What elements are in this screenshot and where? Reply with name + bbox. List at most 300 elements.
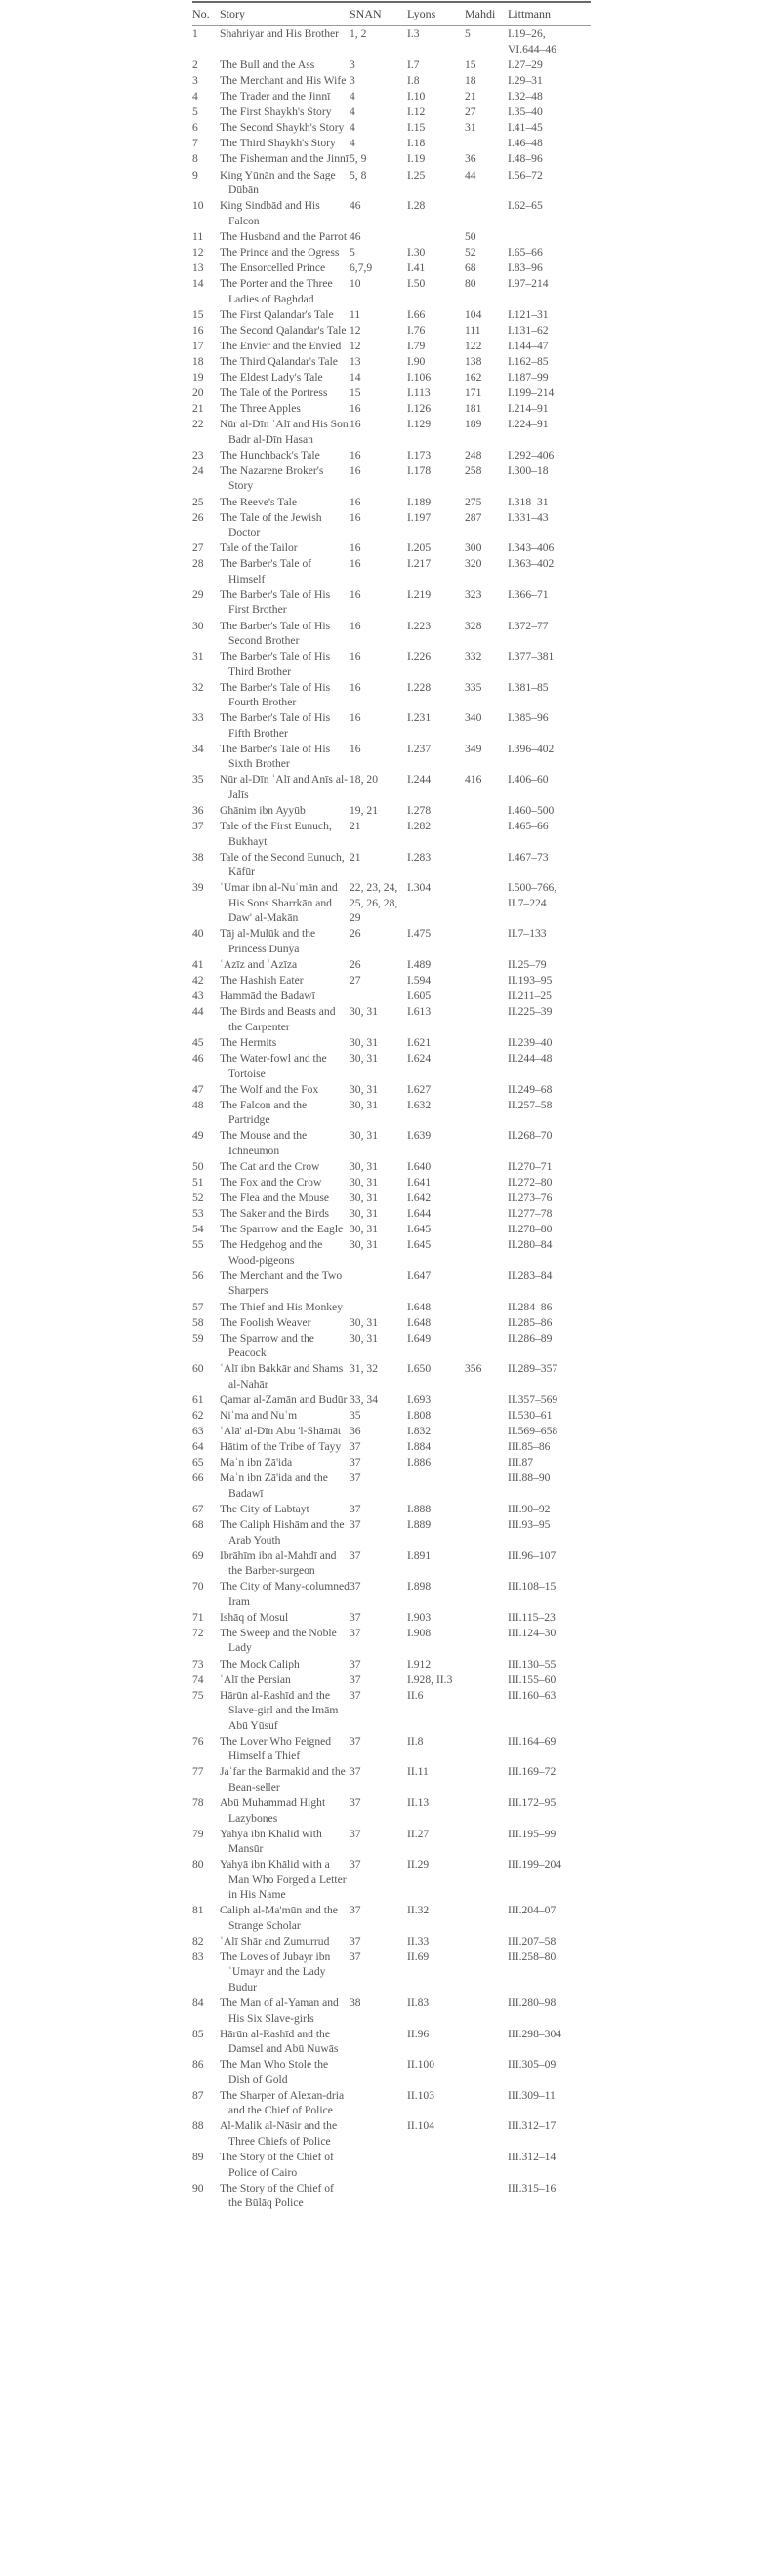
mahdi-ref [465,1206,508,1222]
story-concordance-table [192,3,591,2211]
mahdi-ref: 31 [465,121,476,135]
story-title-text: Yahyā ibn Khālid with Mansūr [220,1827,322,1856]
littmann-ref-line: I.97–214 [508,277,549,291]
table-row [192,89,591,104]
story-title [220,1222,350,1237]
story-title-text: The Loves of Jubayr ibn ʿUmayr and the Lady Budur [220,1950,331,1993]
lyons-ref: I.808 [407,1409,432,1423]
story-title [220,104,350,120]
littmann-ref-line: III.195–99 [508,1827,556,1840]
littmann-ref [508,742,591,773]
story-title [220,957,350,973]
littmann-ref-line: I.381–85 [508,680,549,694]
lyons-ref: I.19 [407,152,426,166]
lyons-ref: I.30 [407,245,426,259]
row-number: 9 [192,168,198,181]
littmann-ref-line: I.366–71 [508,587,549,601]
mahdi-ref: 15 [465,58,476,71]
littmann-ref [508,417,591,448]
table-row [192,1517,591,1549]
lyons-ref: I.613 [407,1005,432,1019]
mahdi-ref: 68 [465,261,476,274]
table-row [192,339,591,354]
mahdi-ref: 27 [465,105,476,119]
littmann-ref [508,1330,591,1361]
littmann-ref [508,618,591,649]
mahdi-ref [465,1656,508,1671]
story-title [220,2026,350,2057]
littmann-ref-line: I.300–18 [508,463,549,477]
story-title [220,151,350,167]
story-title [220,26,350,58]
story-title [220,772,350,803]
littmann-ref-line: III.96–107 [508,1549,556,1562]
mahdi-ref [465,1314,508,1330]
littmann-ref [508,1408,591,1424]
story-title-text: Caliph al-Ma'mūn and the Strange Scholar [220,1904,338,1932]
table-row [192,1237,591,1268]
snan-ref: 3 [350,58,355,71]
table-row [192,1934,591,1950]
snan-ref [350,2026,407,2057]
littmann-ref-line: II.272–80 [508,1175,553,1188]
littmann-ref-line: III.115–23 [508,1610,556,1624]
littmann-ref-line: II.25–79 [508,958,547,972]
mahdi-ref [465,988,508,1004]
table-row [192,2150,591,2181]
snan-ref: 21 [350,820,361,833]
story-title [220,1361,350,1392]
story-title-text: Nūr al-Dīn ʿAlī and His Son Badr al-Dīn Hasan [220,418,349,446]
snan-ref: 37 [350,1471,361,1485]
snan-ref: 37 [350,1734,361,1748]
story-title [220,261,350,276]
story-title [220,803,350,819]
row-number: 84 [192,1996,204,2010]
lyons-ref: I.113 [407,386,431,400]
story-title-text: ʿUmar ibn al-Nuʿmān and His Sons Sharrkān and Daw' al-Makān [220,881,338,925]
littmann-ref [508,587,591,619]
snan-ref: 37 [350,1502,361,1515]
story-title [220,1857,350,1903]
table-row [192,104,591,120]
snan-ref: 30, 31 [350,1052,378,1066]
littmann-ref-line: I.65–66 [508,245,543,259]
header-lyons: Lyons [407,3,465,26]
littmann-ref-line: I.224–91 [508,418,549,431]
row-number: 13 [192,261,204,274]
lyons-ref: I.278 [407,804,432,818]
table-row [192,1035,591,1051]
row-number: 42 [192,974,204,987]
story-title-text: The Fox and the Crow [220,1175,322,1188]
littmann-ref-line: I.363–402 [508,557,555,571]
table-row [192,1826,591,1857]
story-title-text: The Trader and the Jinnī [220,90,331,103]
row-number: 55 [192,1238,204,1252]
mahdi-ref: 248 [465,448,482,462]
snan-ref: 37 [350,1688,361,1702]
mahdi-ref [465,1222,508,1237]
lyons-ref: I.898 [407,1580,432,1593]
littmann-ref-line: III.85–86 [508,1440,551,1454]
story-title [220,1206,350,1222]
story-title-text: King Yūnān and the Sage Dūbān [220,168,336,197]
table-row [192,819,591,850]
story-title-text: The Story of the Chief of Police of Cairo [220,2151,334,2179]
lyons-ref: I.475 [407,927,432,941]
row-number: 23 [192,448,204,462]
littmann-ref [508,2057,591,2088]
story-title [220,1795,350,1827]
littmann-ref-line: III.207–58 [508,1934,556,1948]
lyons-ref: I.226 [407,650,432,664]
table-row [192,354,591,370]
lyons-ref: I.7 [407,58,420,71]
table-row [192,649,591,680]
littmann-ref-line: III.298–304 [508,2027,562,2040]
row-number: 33 [192,711,204,725]
lyons-ref: I.594 [407,974,432,987]
littmann-ref [508,1128,591,1159]
table-row [192,1004,591,1035]
littmann-ref [508,1610,591,1626]
lyons-ref: I.693 [407,1392,432,1406]
lyons-ref: I.649 [407,1331,432,1345]
story-title [220,1626,350,1657]
littmann-ref-line: III.164–69 [508,1734,556,1748]
snan-ref: 37 [350,1580,361,1593]
story-title [220,556,350,587]
littmann-ref [508,1671,591,1687]
header-no: No. [192,3,220,26]
row-number: 75 [192,1688,204,1702]
table-header-row [192,3,591,26]
littmann-ref [508,58,591,73]
snan-ref: 37 [350,1657,361,1670]
table-row [192,849,591,880]
littmann-ref-line: I.465–66 [508,820,549,833]
littmann-ref-line: I.48–96 [508,152,543,166]
littmann-ref-line: III.93–95 [508,1518,551,1532]
snan-ref: 6,7,9 [350,261,373,274]
snan-ref [350,2180,407,2211]
row-number: 32 [192,680,204,694]
snan-ref: 37 [350,1518,361,1532]
row-number: 15 [192,307,204,321]
story-title-text: The Foolish Weaver [220,1315,311,1329]
snan-ref: 36 [350,1425,361,1438]
littmann-ref-line: II.277–78 [508,1207,553,1221]
story-title-text: Hārūn al-Rashīd and the Damsel and Abū Nuwās [220,2027,339,2056]
table-row [192,417,591,448]
row-number: 57 [192,1300,204,1313]
snan-ref: 27 [350,974,361,987]
mahdi-ref: 356 [465,1362,482,1376]
story-title-text: The Water-fowl and the Tortoise [220,1052,327,1080]
snan-ref: 19, 21 [350,804,378,818]
snan-ref: 16 [350,402,361,416]
littmann-ref [508,541,591,556]
story-title [220,679,350,710]
lyons-ref: I.648 [407,1300,432,1313]
littmann-ref [508,401,591,417]
story-title-text: The Wolf and the Fox [220,1082,319,1096]
story-title [220,354,350,370]
story-title-text: The Story of the Chief of the Būlāq Police [220,2181,334,2210]
littmann-ref [508,679,591,710]
table-row [192,151,591,167]
snan-ref: 15 [350,386,361,400]
lyons-ref: I.832 [407,1425,432,1438]
row-number: 40 [192,927,204,941]
lyons-ref: II.13 [407,1796,430,1810]
snan-ref: 37 [350,1765,361,1779]
littmann-ref-line: III.155–60 [508,1672,556,1686]
littmann-ref [508,463,591,495]
row-number: 21 [192,402,204,416]
littmann-ref-line: II.225–39 [508,1005,553,1019]
table-row [192,1795,591,1827]
story-title-text: Al-Malik al-Nāsir and the Three Chiefs of Police [220,2119,338,2148]
story-title-text: ʿAlī the Persian [220,1672,291,1686]
mahdi-ref [465,1903,508,1934]
story-title [220,1548,350,1579]
row-number: 68 [192,1518,204,1532]
story-title [220,710,350,742]
snan-ref: 37 [350,1904,361,1917]
littmann-ref-line: I.199–214 [508,386,555,400]
story-title-text: The Barber's Tale of His Second Brother [220,619,331,648]
row-number: 79 [192,1827,204,1840]
littmann-ref-line: I.144–47 [508,339,549,352]
littmann-ref-line: III.312–14 [508,2151,556,2164]
table-row [192,1548,591,1579]
story-title-text: Hātim of the Tribe of Tayy [220,1440,342,1454]
littmann-ref-line: I.467–73 [508,850,549,864]
table-row [192,1222,591,1237]
littmann-ref [508,494,591,509]
littmann-ref-line: VI.644–46 [508,42,556,56]
mahdi-ref: 104 [465,307,482,321]
table-row [192,1081,591,1097]
snan-ref: 30, 31 [350,1035,378,1049]
table-row [192,1903,591,1934]
lyons-ref: II.32 [407,1904,430,1917]
story-title [220,1175,350,1190]
littmann-ref [508,1826,591,1857]
littmann-ref [508,1579,591,1610]
story-title-text: Shahriyar and His Brother [220,27,340,41]
story-title [220,1502,350,1517]
row-number: 59 [192,1331,204,1345]
lyons-ref: II.29 [407,1858,430,1872]
story-title-text: The Merchant and the Two Sharpers [220,1268,343,1298]
lyons-ref [407,228,465,244]
snan-ref: 37 [350,1950,361,1963]
mahdi-ref [465,957,508,973]
header-littmann: Littmann [508,3,591,26]
story-title-text: Jaʿfar the Barmakid and the Bean-seller [220,1765,346,1793]
snan-ref: 14 [350,370,361,383]
story-title-text: Hārūn al-Rashīd and the Slave-girl and the Imām Abū Yūsuf [220,1688,339,1732]
lyons-ref: I.219 [407,587,432,601]
table-row [192,880,591,926]
story-title-text: The Barber's Tale of His Third Brother [220,650,331,678]
table-row [192,1190,591,1206]
lyons-ref: II.11 [407,1765,429,1779]
lyons-ref: I.18 [407,137,426,150]
table-row [192,1950,591,1995]
mahdi-ref: 181 [465,402,482,416]
row-number: 19 [192,370,204,383]
lyons-ref: II.69 [407,1950,430,1963]
mahdi-ref [465,1995,508,2027]
snan-ref: 16 [350,463,361,477]
lyons-ref: I.642 [407,1191,432,1205]
story-title-text: The Hashish Eater [220,974,304,987]
table-row [192,276,591,307]
littmann-ref [508,1159,591,1175]
table-row [192,167,591,198]
lyons-ref: I.304 [407,881,432,895]
story-title [220,2118,350,2150]
littmann-ref-line: I.29–31 [508,73,543,87]
story-title [220,1903,350,1934]
story-title-text: The Thief and His Monkey [220,1300,344,1313]
littmann-ref [508,1190,591,1206]
story-title [220,880,350,926]
snan-ref: 30, 31 [350,1191,378,1205]
mahdi-ref [465,1950,508,1995]
story-title-text: The Third Shaykh's Story [220,137,336,150]
row-number: 54 [192,1223,204,1236]
mahdi-ref [465,1175,508,1190]
mahdi-ref: 328 [465,619,482,632]
table-row [192,494,591,509]
story-title [220,1455,350,1470]
littmann-ref [508,1424,591,1439]
mahdi-ref [465,1408,508,1424]
littmann-ref [508,2180,591,2211]
mahdi-ref [465,1857,508,1903]
lyons-ref: I.645 [407,1238,432,1252]
littmann-ref [508,370,591,385]
littmann-ref-line: I.83–96 [508,261,543,274]
mahdi-ref [465,1004,508,1035]
littmann-ref-line: II.257–58 [508,1098,553,1111]
snan-ref: 13 [350,354,361,368]
lyons-ref: I.641 [407,1175,432,1188]
snan-ref: 35 [350,1409,361,1423]
lyons-ref: I.632 [407,1098,432,1111]
lyons-ref: I.12 [407,105,426,119]
mahdi-ref [465,1610,508,1626]
snan-ref: 21 [350,850,361,864]
mahdi-ref [465,136,508,151]
row-number: 38 [192,850,204,864]
lyons-ref: I.10 [407,90,426,103]
mahdi-ref [465,2180,508,2211]
lyons-ref: I.237 [407,742,432,755]
table-row [192,120,591,136]
table-row [192,370,591,385]
story-title [220,401,350,417]
story-title-text: The Tale of the Jewish Doctor [220,510,322,540]
story-title [220,1656,350,1671]
littmann-ref-line: II.273–76 [508,1191,553,1205]
row-number: 85 [192,2027,204,2040]
table-row [192,710,591,742]
snan-ref: 37 [350,1796,361,1810]
littmann-ref-line: II.270–71 [508,1159,553,1173]
lyons-ref: I.627 [407,1082,432,1096]
story-title [220,385,350,401]
story-title [220,448,350,463]
table-row [192,1051,591,1082]
littmann-ref [508,926,591,957]
table-row [192,1314,591,1330]
story-title [220,541,350,556]
row-number: 37 [192,820,204,833]
littmann-ref [508,2088,591,2119]
story-title-text: The Third Qalandar's Tale [220,354,338,368]
story-title [220,926,350,957]
lyons-ref: I.15 [407,121,426,135]
mahdi-ref [465,803,508,819]
mahdi-ref: 335 [465,680,482,694]
story-title [220,2057,350,2088]
story-title [220,1764,350,1795]
mahdi-ref [465,1671,508,1687]
story-title [220,1687,350,1733]
table-row [192,803,591,819]
story-title [220,973,350,988]
story-title-text: Ishāq of Mosul [220,1610,289,1624]
story-title-text: The Sweep and the Noble Lady [220,1626,337,1655]
mahdi-ref: 323 [465,587,482,601]
story-title-text: The Merchant and His Wife [220,73,347,87]
story-title [220,1051,350,1082]
snan-ref [350,988,407,1004]
littmann-ref-line: II.530–61 [508,1409,553,1423]
row-number: 22 [192,418,204,431]
snan-ref: 1, 2 [350,27,367,41]
mahdi-ref [465,1081,508,1097]
story-title [220,339,350,354]
littmann-ref-line: I.46–48 [508,137,543,150]
table-row [192,245,591,261]
snan-ref: 16 [350,619,361,632]
story-title-text: The Eldest Lady's Tale [220,370,323,383]
table-row [192,1502,591,1517]
mahdi-ref [465,1687,508,1733]
story-title-text: Tāj al-Mulūk and the Princess Dunyā [220,927,316,955]
story-title [220,849,350,880]
lyons-ref: I.886 [407,1456,432,1469]
snan-ref: 16 [350,510,361,524]
table-row [192,1361,591,1392]
mahdi-ref: 122 [465,339,482,352]
littmann-ref [508,448,591,463]
story-title [220,1610,350,1626]
row-number: 67 [192,1502,204,1515]
lyons-ref: I.25 [407,168,426,181]
table-row [192,1687,591,1733]
snan-ref: 37 [350,1549,361,1562]
mahdi-ref [465,1934,508,1950]
littmann-ref [508,710,591,742]
